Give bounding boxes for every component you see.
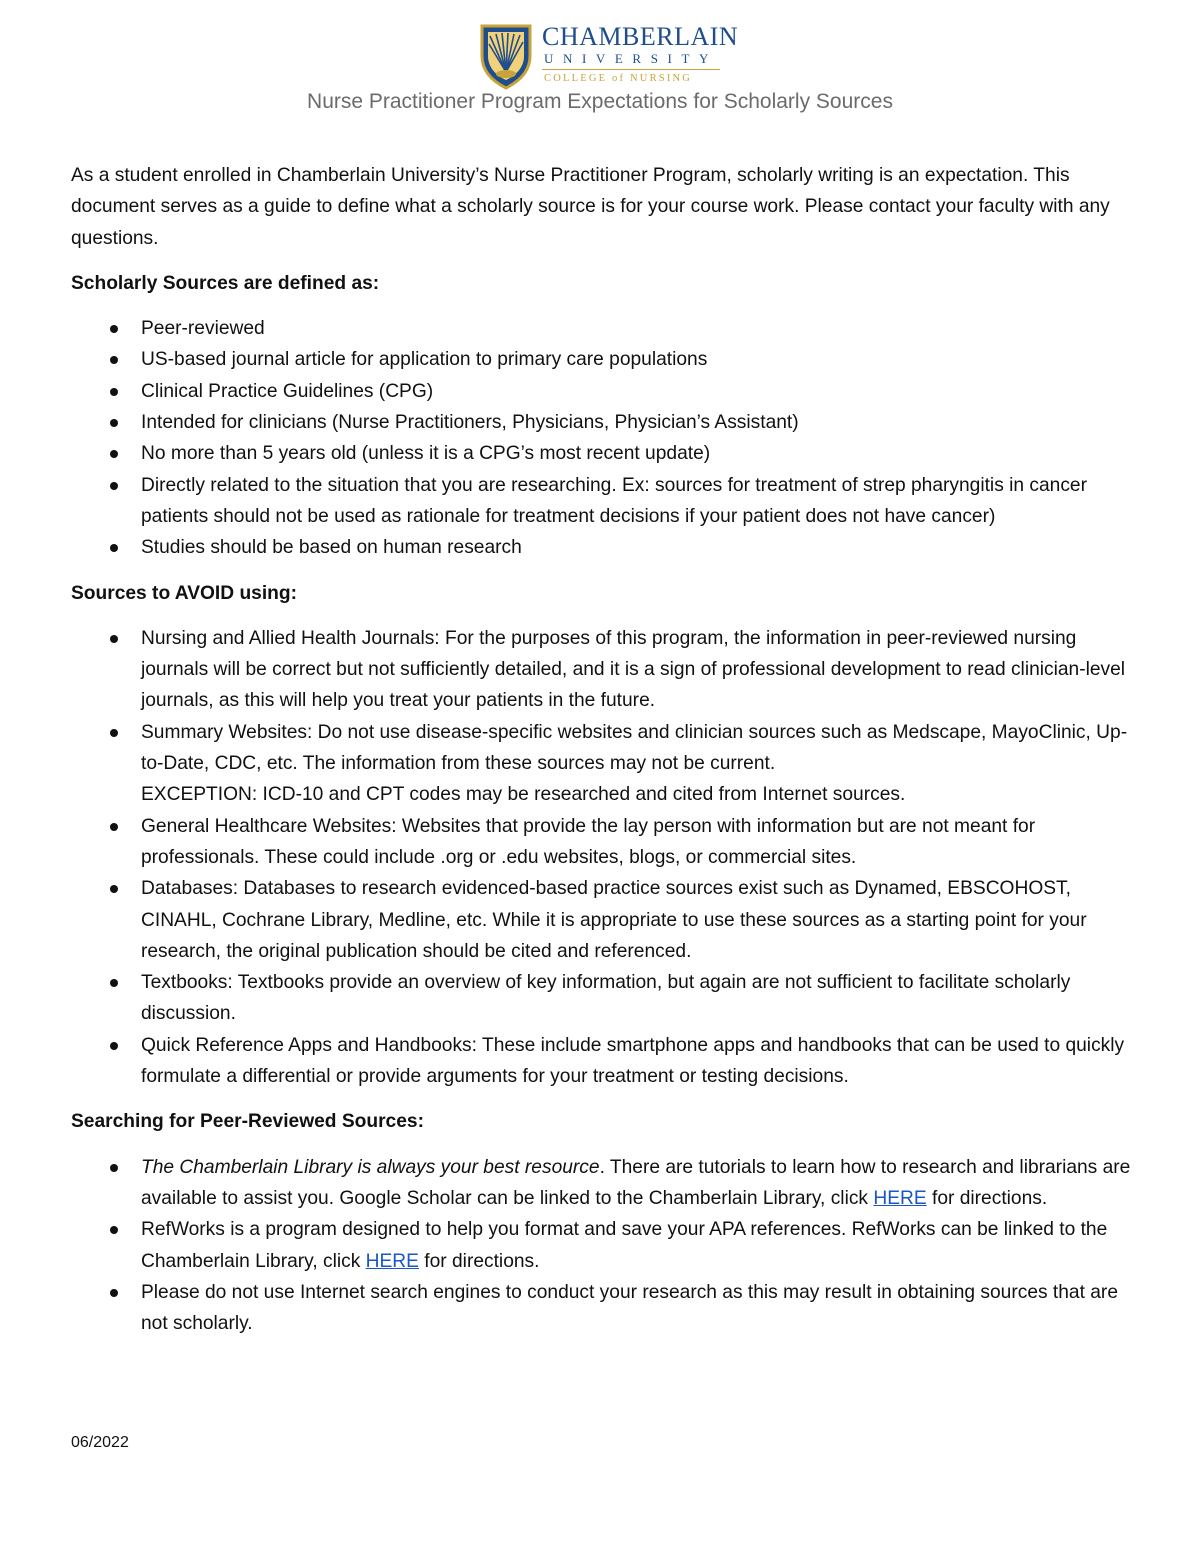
list-item: Studies should be based on human research [71, 532, 1136, 563]
bullet-icon [110, 1226, 118, 1234]
list-item: Databases: Databases to research evidenced-based practice sources exist such as Dynamed, EBSCOHOST, CINAHL, Cochrane Library, Medline, etc. While it is appropriate to use these sources as a starting point for your research, the original publication should be cited and referenced. [71, 873, 1136, 967]
bullet-icon [110, 356, 118, 364]
exception-note: EXCEPTION: ICD-10 and CPT codes may be researched and cited from Internet sources. [141, 784, 906, 806]
bullet-icon [110, 1042, 118, 1050]
list-item: Directly related to the situation that you are researching. Ex: sources for treatment of strep pharyngitis in cancer patients should not be used as rationale for treatment decisions if your patient does not have cancer) [71, 470, 1136, 533]
list-item: Peer-reviewed [71, 313, 1136, 344]
list-item: Quick Reference Apps and Handbooks: These include smartphone apps and handbooks that can be used to quickly formulate a differential or provide arguments for your treatment or testing decisions. [71, 1030, 1136, 1093]
logo-divider [542, 69, 720, 70]
scholarly-list [71, 313, 1136, 563]
bullet-icon [110, 419, 118, 427]
bullet-icon [110, 388, 118, 396]
bullet-icon [110, 885, 118, 893]
list-item: Textbooks: Textbooks provide an overview of key information, but again are not sufficient to facilitate scholarly discussion. [71, 967, 1136, 1030]
page-title: Nurse Practitioner Program Expectations for Scholarly Sources [307, 90, 893, 113]
bullet-icon [110, 450, 118, 458]
searching-heading: Searching for Peer-Reviewed Sources: [71, 1111, 424, 1133]
list-item: US-based journal article for application to primary care populations [71, 344, 1136, 375]
list-item: No more than 5 years old (unless it is a CPG’s most recent update) [71, 438, 1136, 469]
bullet-icon [110, 823, 118, 831]
bullet-icon [110, 1289, 118, 1297]
intro-paragraph: As a student enrolled in Chamberlain University’s Nurse Practitioner Program, scholarly writing is an expectation. This document serves as a guide to define what a scholarly source is for your course work. Please contact your faculty with any questions. [71, 165, 1110, 249]
list-item: Please do not use Internet search engines to conduct your research as this may result in obtaining sources that are not scholarly. [71, 1277, 1136, 1340]
footer-date: 06/2022 [71, 1434, 129, 1451]
list-item: Summary Websites: Do not use disease-specific websites and clinician sources such as Medscape, MayoClinic, Up-to-Date, CDC, etc. The information from these sources may not be current. EXCEPTION: ICD-10 and CPT codes may be researched and cited from Internet sources. [71, 717, 1136, 811]
list-item: The Chamberlain Library is always your best resource. There are tutorials to learn how to research and librarians are available to assist you. Google Scholar can be linked to the Chamberlain Library, click HERE for directions. [71, 1152, 1136, 1215]
list-item: Nursing and Allied Health Journals: For the purposes of this program, the information in peer-reviewed nursing journals will be correct but not sufficiently detailed, and it is a sign of professional development to read clinician-level journals, as this will help you treat your patients in the future. [71, 623, 1136, 717]
chamberlain-logo [478, 22, 739, 92]
logo-college-text: COLLEGE of NURSING [544, 73, 693, 84]
bullet-icon [110, 729, 118, 737]
bullet-icon [110, 482, 118, 490]
list-item: RefWorks is a program designed to help you format and save your APA references. RefWorks can be linked to the Chamberlain Library, click HERE for directions. [71, 1214, 1136, 1277]
avoid-heading: Sources to AVOID using: [71, 582, 298, 604]
bullet-icon [110, 979, 118, 987]
bullet-icon [110, 544, 118, 552]
avoid-list [71, 623, 1136, 1092]
scholarly-heading: Scholarly Sources are defined as: [71, 272, 380, 294]
list-item: General Healthcare Websites: Websites that provide the lay person with information but are not meant for professionals. These could include .org or .edu websites, blogs, or commercial sites. [71, 811, 1136, 874]
searching-list [71, 1152, 1136, 1340]
document-body [71, 160, 1136, 1353]
google-scholar-here-link[interactable]: HERE [873, 1187, 927, 1209]
bullet-icon [110, 635, 118, 643]
logo-wordmark: CHAMBERLAIN [542, 22, 739, 51]
university-shield-icon [478, 22, 534, 90]
bullet-icon [110, 1164, 118, 1172]
refworks-here-link[interactable]: HERE [365, 1250, 419, 1272]
list-item: Clinical Practice Guidelines (CPG) [71, 376, 1136, 407]
logo-university-text: UNIVERSITY [544, 51, 718, 66]
list-item: Intended for clinicians (Nurse Practitioners, Physicians, Physician’s Assistant) [71, 407, 1136, 438]
bullet-icon [110, 325, 118, 333]
